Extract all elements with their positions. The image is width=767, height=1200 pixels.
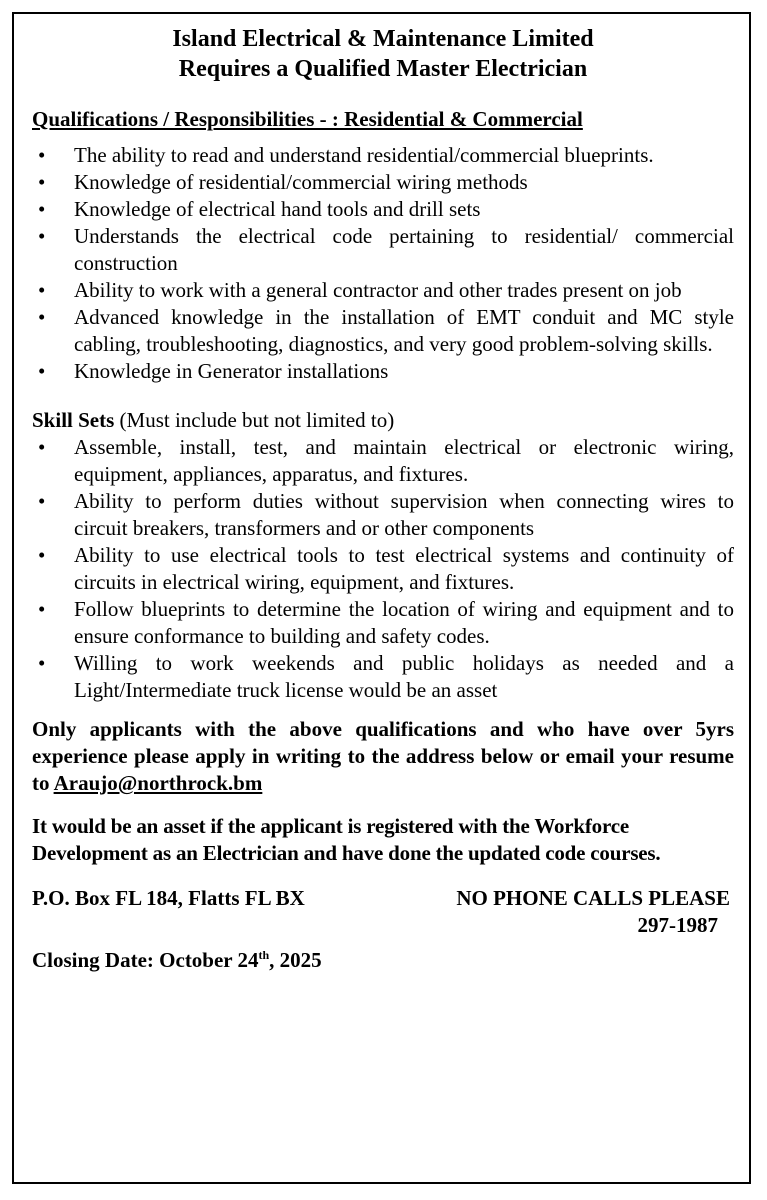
application-text: Only applicants with the above qualifications and who have over 5yrs experience please apply in writing to the address below or email your resume to [32, 717, 734, 795]
list-item: • Ability to work with a general contractor and other trades present on job [32, 277, 734, 304]
title-block [32, 24, 734, 84]
list-item: • Ability to use electrical tools to test electrical systems and continuity of circuits in electrical wiring, equipment, and fixtures. [32, 542, 734, 596]
skills-heading [32, 407, 734, 434]
closing-year: , 2025 [269, 948, 322, 972]
list-item: • Willing to work weekends and public holidays as needed and a Light/Intermediate truck license would be an asset [32, 650, 734, 704]
skills-subheading: (Must include but not limited to) [119, 408, 395, 432]
list-item: • Assemble, install, test, and maintain electrical or electronic wiring, equipment, appliances, apparatus, and fixtures. [32, 434, 734, 488]
list-item: • Knowledge of electrical hand tools and drill sets [32, 196, 734, 223]
skills-heading-label: Skill Sets [32, 408, 115, 432]
job-advertisement [32, 24, 734, 974]
qualifications-heading: Qualifications / Responsibilities - : Residential & Commercial [32, 107, 583, 131]
skills-list [32, 434, 734, 704]
closing-day-suffix: th [258, 948, 270, 962]
closing-label: Closing Date: October 24 [32, 948, 259, 972]
qualifications-list [32, 142, 734, 385]
list-item: • The ability to read and understand residential/commercial blueprints. [32, 142, 734, 169]
contact-row [32, 885, 734, 941]
mailing-address: P.O. Box FL 184, Flatts FL BX [32, 886, 305, 910]
application-instructions [32, 716, 734, 797]
list-item: • Knowledge in Generator installations [32, 358, 734, 385]
asset-note: It would be an asset if the applicant is registered with the Workforce Development as an Electrician and have done the updated code courses. [32, 814, 661, 865]
list-item: • Understands the electrical code pertaining to residential/ commercial construction [32, 223, 734, 277]
list-item: • Advanced knowledge in the installation of EMT conduit and MC style cabling, troubleshooting, diagnostics, and very good problem-solving skills. [32, 304, 734, 358]
list-item: • Follow blueprints to determine the location of wiring and equipment and to ensure conformance to building and safety codes. [32, 596, 734, 650]
list-item: • Ability to perform duties without supervision when connecting wires to circuit breakers, transformers and or other components [32, 488, 734, 542]
list-item: • Knowledge of residential/commercial wiring methods [32, 169, 734, 196]
no-calls-notice: NO PHONE CALLS PLEASE [456, 886, 730, 910]
position-title: Requires a Qualified Master Electrician [178, 56, 588, 82]
email-link[interactable]: Araujo@northrock.bm [53, 771, 263, 795]
company-name: Island Electrical & Maintenance Limited [172, 26, 594, 52]
closing-date [32, 947, 734, 974]
no-calls-block [456, 885, 730, 939]
phone-number: 297-1987 [637, 913, 718, 937]
